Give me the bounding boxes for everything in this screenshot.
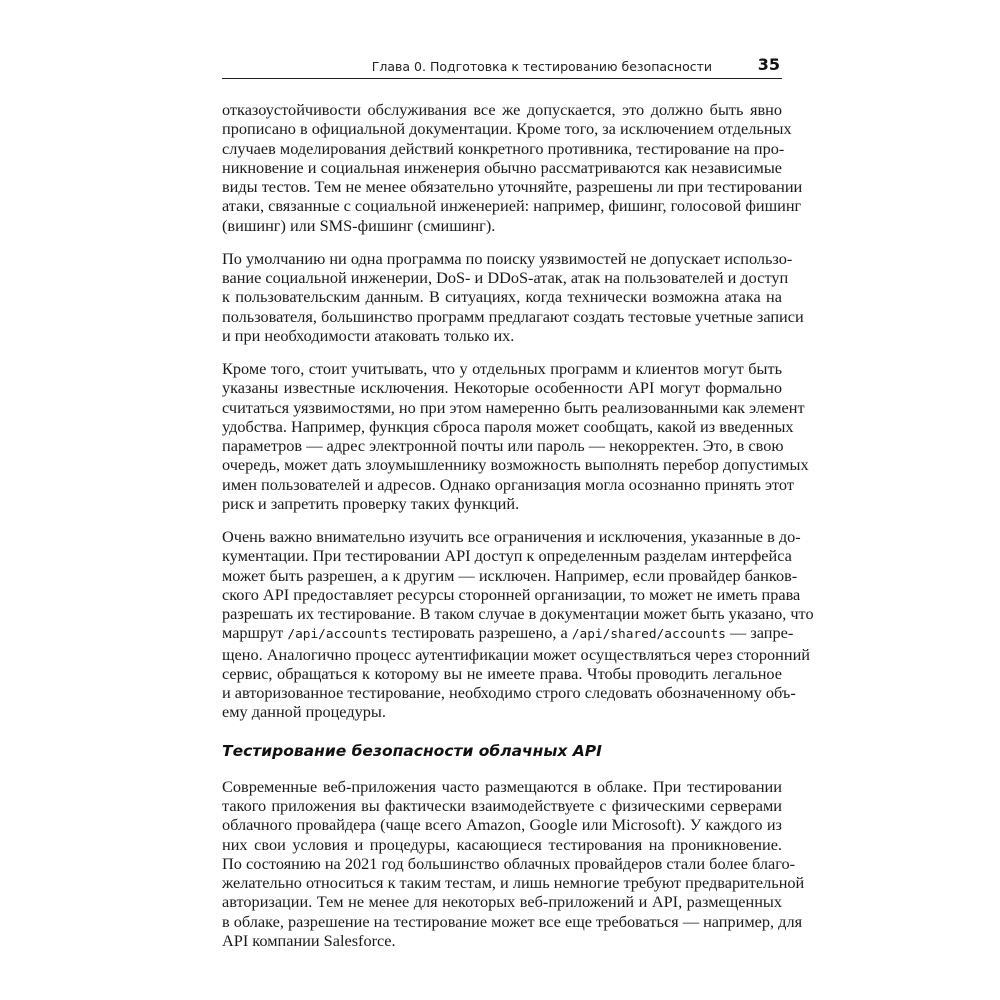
text-line: в облаке, разрешение на тестирование может все еще требоваться — например, для (222, 911, 803, 931)
paragraph-1 (222, 100, 803, 235)
text-line: прописано в официальной документации. Кроме того, за исключением отдельных (222, 119, 792, 139)
page-header (222, 56, 782, 79)
text-line: (вишинг) или SMS-фишинг (смишинг). (222, 215, 496, 235)
section-paragraph (222, 776, 805, 950)
paragraph-4 (222, 527, 814, 722)
text-line: считаться уязвимостями, но при этом намеренно быть реализованными как элемент (222, 397, 805, 417)
text-line: ского API предоставляет ресурсы сторонней организации, то может не иметь права (222, 584, 801, 604)
text-line: очередь, может дать злоумышленнику возможность выполнять перебор допустимых (222, 455, 809, 475)
text-line: отказоустойчивости обслуживания все же допускается, это должно быть явно (222, 100, 782, 119)
text-line: кументации. При тестировании API доступ к определенным разделам интерфейса (222, 546, 792, 566)
text-line: По умолчанию ни одна программа по поиску уязвимостей не допускает использо- (222, 248, 793, 268)
text-line: указаны известные исключения. Некоторые особенности API могут формально (222, 378, 782, 398)
running-head: Глава 0. Подготовка к тестированию безопасности (371, 59, 712, 74)
paragraph-3 (222, 359, 809, 513)
code-path-accounts: /api/accounts (287, 627, 388, 643)
text-line: Очень важно внимательно изучить все ограничения и исключения, указанные в до- (222, 527, 801, 546)
text-line: ему данной процедуры. (222, 702, 386, 722)
text-line: Кроме того, стоит учитывать, что у отдельных программ и клиентов могут быть (222, 359, 782, 378)
text-line-with-code (222, 623, 794, 644)
text-line: риск и запретить проверку таких функций. (222, 493, 520, 513)
text-line: параметров — адрес электронной почты или пароль — некорректен. Это, в свою (222, 436, 784, 455)
text-line: имен пользователей и адресов. Однако организация могла осознанно принять этот (222, 474, 794, 494)
paragraph-2 (222, 248, 804, 345)
text-line: к пользовательским данным. В ситуациях, когда технически возможна атака на (222, 287, 782, 307)
text-line: и при необходимости атаковать только их. (222, 325, 515, 345)
text-line: атаки, связанные с социальной инженерией: например, фишинг, голосовой фишинг (222, 196, 802, 216)
text-line: такого приложения вы фактически взаимодействуете с физическими серверами (222, 796, 782, 815)
text-line: желательно относиться к таким тестам, и лишь немногие требуют предварительной (222, 873, 805, 892)
text-line: вание социальной инженерии, DoS- и DDoS-атак, атак на пользователей и доступ (222, 268, 789, 287)
text-line: пользователя, большинство программ предлагают создать тестовые учетные записи (222, 306, 804, 326)
text-line: авторизации. Тем не менее для некоторых веб-приложений и API, размещенных (222, 892, 782, 912)
text-line: разрешать их тестирование. В таком случае в документации может быть указано, что (222, 604, 814, 623)
text-line: сервис, обращаться к которому вы не имеете права. Чтобы проводить легальное (222, 663, 782, 683)
text-line: них свои условия и процедуры, касающиеся тестирования на проникновение. (222, 834, 782, 854)
body-text (222, 100, 814, 964)
text-line: Современные веб-приложения часто размещаются в облаке. При тестировании (222, 776, 782, 796)
text-line: случаев моделирования действий конкретного противника, тестирование на про- (222, 138, 785, 158)
section-heading: Тестирование безопасности облачных API (222, 741, 602, 760)
text-line: виды тестов. Тем не менее обязательно уточняйте, разрешены ли при тестировании (222, 177, 803, 196)
text-line: облачного провайдера (чаще всего Amazon, Google или Microsoft). У каждого из (222, 815, 782, 835)
text-line: никновение и социальная инженерия обычно рассматриваются как независимые (222, 157, 782, 177)
text-line: и авторизованное тестирование, необходимо строго следовать обозначенному объ- (222, 683, 796, 702)
text-line: API компании Salesforce. (222, 930, 396, 950)
text-fragment: — запре- (725, 623, 794, 643)
text-line: удобства. Например, функция сброса пароля может сообщать, какой из введенных (222, 416, 794, 436)
text-line: может быть разрешен, а к другим — исключен. Например, если провайдер банков- (222, 565, 798, 585)
page-number: 35 (757, 55, 780, 74)
text-line: щено. Аналогично процесс аутентификации может осуществляться через сторонний (222, 644, 811, 664)
code-path-shared-accounts: /api/shared/accounts (571, 627, 726, 643)
text-line: По состоянию на 2021 год большинство облачных провайдеров стали более благо- (222, 853, 796, 873)
text-fragment: тестировать разрешено, а (387, 623, 572, 643)
text-fragment: маршрут (222, 623, 288, 643)
